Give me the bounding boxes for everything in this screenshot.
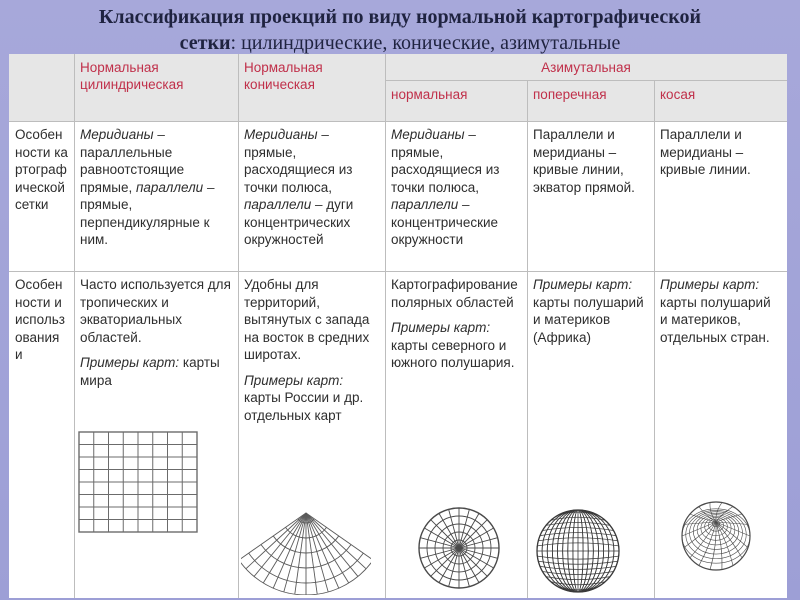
- oblique-globe-grid-icon: [676, 498, 756, 574]
- row2-cyl-example: [80, 354, 232, 389]
- row1-az-oblique: Параллели и меридианы – кривые линии.: [660, 127, 751, 177]
- classification-table: [9, 54, 787, 598]
- row2-con-example-label: Примеры карт:: [244, 372, 344, 388]
- row2-azt-example-text: карты полушарий и материков (Африка): [533, 294, 644, 345]
- header-az-transverse: поперечная: [527, 80, 654, 121]
- row2-azn-example-text: карты северного и южного полушария.: [391, 337, 515, 370]
- row1-azn-meridians-label: Меридианы –: [391, 127, 476, 142]
- header-cylindrical: Нормальная цилиндрическая: [74, 54, 238, 121]
- row1-conical: [238, 121, 385, 271]
- row-divider: [9, 271, 787, 272]
- row-divider: [385, 80, 787, 81]
- row1-azn-parallels-text: концентрические окружности: [391, 214, 499, 247]
- polar-azimuthal-grid-icon: [412, 502, 506, 594]
- title-line-1: Классификация проекций по виду нормальной картографической: [98, 6, 702, 28]
- row1-cyl-parallels-text: прямые, перпендикулярные к ним.: [80, 197, 210, 247]
- row1-con-parallels-text: дуги концентрических окружностей: [244, 197, 354, 247]
- row1-cylindrical: [74, 121, 238, 271]
- row2-azt-example: [533, 276, 648, 346]
- row1-azn-meridians-text: прямые, расходящиеся из точки полюса,: [391, 144, 500, 195]
- header-az-normal: нормальная: [385, 80, 527, 121]
- row1-con-meridians-text: прямые, расходящиеся из точки полюса,: [244, 144, 353, 195]
- row2-azn-text: Картографирование полярных областей: [391, 277, 518, 310]
- row2-label: Особенности и использования и: [15, 277, 65, 362]
- transverse-globe-grid-icon: [532, 507, 624, 595]
- header-az-oblique: косая: [654, 80, 787, 121]
- row1-con-parallels-label: параллели –: [244, 197, 323, 212]
- header-azimuthal: Азимутальная: [385, 54, 787, 80]
- row1-label: Особенности картографической сетки: [15, 127, 68, 212]
- row1-cyl-meridians-text: параллельные равноотстоящие прямые,: [80, 144, 185, 195]
- row2-azo-example: [660, 276, 781, 346]
- row1-az-transverse: Параллели и меридианы – кривые линии, экватор прямой.: [533, 127, 635, 195]
- column-divider: [385, 54, 386, 598]
- header-corner-cell: [9, 54, 74, 121]
- row1-cyl-parallels-label: параллели –: [135, 179, 215, 195]
- row2-azn-example: [391, 319, 521, 372]
- title-line-2-rest: : цилиндрические, конические, азимутальные: [230, 32, 621, 54]
- row2-azn-example-label: Примеры карт:: [391, 320, 491, 335]
- row1-con-meridians-label: Меридианы –: [244, 127, 329, 142]
- row2-cyl-example-text: карты мира: [80, 355, 220, 388]
- row2-cyl-text: Часто используется для тропических и экваториальных областей.: [80, 277, 231, 345]
- header-conical: Нормальная коническая: [238, 54, 385, 121]
- column-divider: [654, 80, 655, 598]
- row1-azn-parallels-label: параллели –: [391, 197, 470, 212]
- row2-azo-example-text: карты полушарий и материков, отдельных стран.: [660, 294, 771, 345]
- conical-fan-grid-icon: [241, 509, 371, 595]
- title-line-2-bold: сетки: [179, 32, 231, 54]
- cylindrical-grid-icon: [75, 428, 205, 538]
- row1-az-normal: [385, 121, 527, 271]
- row-divider: [9, 121, 787, 122]
- title-line-2: [20, 30, 780, 56]
- column-divider: [527, 80, 528, 598]
- column-divider: [238, 54, 239, 598]
- row2-con-example: [244, 372, 379, 425]
- row2-con-example-text: карты России и др. отдельных карт: [244, 390, 364, 423]
- slide-title: [20, 4, 780, 56]
- row2-azt-example-label: Примеры карт:: [533, 277, 633, 292]
- row2-azo-example-label: Примеры карт:: [660, 277, 760, 292]
- row1-cyl-meridians-label: Меридианы –: [80, 127, 165, 142]
- row2-con-text: Удобны для территорий, вытянутых с запада на восток в средних широтах.: [244, 277, 370, 362]
- row2-cyl-example-label: Примеры карт:: [80, 355, 180, 370]
